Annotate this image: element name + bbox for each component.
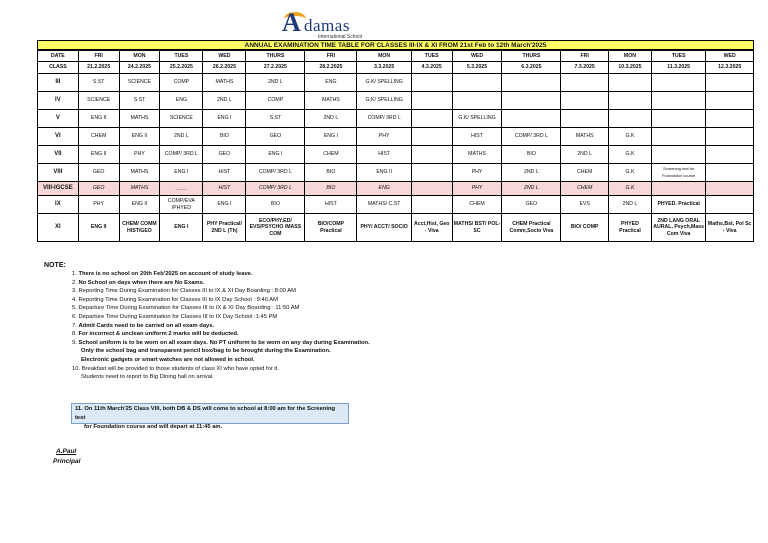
header-days-row-cell: MON	[119, 51, 160, 62]
subject-cell: PHYED. Practical	[651, 196, 705, 214]
subject-cell: 2ND L	[608, 196, 651, 214]
header-days-row-cell: THURS	[502, 51, 561, 62]
subject-cell: PHY	[357, 128, 411, 146]
subject-cell: HIST	[357, 146, 411, 164]
subject-cell: COMP/ 3RD L	[502, 128, 561, 146]
note-item	[72, 365, 632, 374]
subject-cell: ENG I	[246, 146, 305, 164]
class-label: VI	[38, 128, 79, 146]
subject-cell: ENG I	[203, 196, 246, 214]
subject-cell: HIST	[203, 182, 246, 196]
subject-cell	[411, 164, 452, 182]
subject-cell: Acct,Hist, Geo - Viva	[411, 214, 452, 242]
subject-cell: BIO	[246, 196, 305, 214]
subject-cell: PHY	[78, 196, 119, 214]
note-number: 5.	[72, 305, 77, 312]
subject-cell: 2ND L	[502, 182, 561, 196]
note-item	[72, 330, 632, 339]
header-days-row-cell: FRI	[78, 51, 119, 62]
subject-cell	[706, 110, 754, 128]
note-text: No School on days when there are No Exams.	[78, 279, 205, 286]
subject-cell	[651, 146, 705, 164]
subject-cell: MATHS	[119, 110, 160, 128]
header-dates-row-cell: 3.3.2025	[357, 62, 411, 74]
subject-cell: MATHS/ C.ST	[357, 196, 411, 214]
subject-cell	[706, 92, 754, 110]
note-number: 3.	[72, 288, 77, 295]
subject-cell: PHY/ ACCT/ SOCIO	[357, 214, 411, 242]
note-text: Breakfast will be provided to those students of class XI who have opted for it.	[81, 365, 279, 372]
subject-cell: BIO	[502, 146, 561, 164]
class-label: VIII-IGCSE	[38, 182, 79, 196]
note-text: School uniform is to be worn on all exam days. No PT uniform to be worn on any day during Examination.	[78, 339, 370, 346]
note-text: There is no school on 20th Feb'2025 on account of study leave.	[78, 271, 253, 277]
table-row	[38, 74, 754, 92]
table-row	[38, 182, 754, 196]
principal-title: Principal	[53, 458, 81, 465]
subject-cell: ENG I	[160, 164, 203, 182]
note-item	[72, 356, 632, 365]
subject-cell: PHY	[452, 164, 502, 182]
subject-cell	[411, 110, 452, 128]
header-dates-row-cell: 11.3.2025	[651, 62, 705, 74]
note-item	[72, 339, 632, 348]
subject-cell: CHEM	[78, 128, 119, 146]
subject-cell: PHYED Practical	[608, 214, 651, 242]
subject-cell: 2ND L	[160, 128, 203, 146]
table-row	[38, 196, 754, 214]
subject-cell: SCIENCE	[119, 74, 160, 92]
subject-cell: S.ST	[119, 92, 160, 110]
subject-cell	[608, 92, 651, 110]
subject-cell	[411, 182, 452, 196]
subject-cell: COMP/ 3RD L	[357, 110, 411, 128]
table-row	[38, 110, 754, 128]
note-item	[72, 373, 632, 382]
subject-cell: G.K/ SPELLING	[357, 74, 411, 92]
subject-cell: MATHS	[119, 164, 160, 182]
subject-cell: ENG	[305, 74, 357, 92]
header-dates-row-cell: 27.2.2025	[246, 62, 305, 74]
subject-cell	[706, 74, 754, 92]
header-days-row-cell: TUES	[411, 51, 452, 62]
subject-cell: Screening test for Foundation course	[651, 164, 705, 182]
subject-cell: 2ND L	[246, 74, 305, 92]
subject-cell: HIST	[305, 196, 357, 214]
subject-cell: CHEM	[561, 182, 609, 196]
subject-cell: GEO	[78, 182, 119, 196]
note-item	[72, 287, 632, 296]
notes-list	[72, 270, 632, 382]
subject-cell: ENG II	[357, 164, 411, 182]
class-label: XI	[38, 214, 79, 242]
note-text: Departure Time During Examination for Classes III to IX Day School :1:45 PM	[78, 313, 278, 320]
subject-cell	[651, 92, 705, 110]
subject-cell: CHEM Practical Comm,Socio Viva	[502, 214, 561, 242]
timetable	[37, 50, 754, 242]
header-dates-row-cell: 24.2.2025	[119, 62, 160, 74]
subject-cell: MATHS	[305, 92, 357, 110]
subject-cell	[502, 110, 561, 128]
subject-cell: G.K	[608, 164, 651, 182]
timetable-title: ANNUAL EXAMINATION TIME TABLE FOR CLASSES III-IX & XI FROM 21st Feb to 12th March'2025	[37, 40, 754, 50]
subject-cell: GEO	[78, 164, 119, 182]
subject-cell	[706, 128, 754, 146]
subject-cell: GEO	[502, 196, 561, 214]
note-text: For incorrect & unclean uniform 2 marks will be deducted.	[78, 331, 239, 338]
header-dates-row	[38, 62, 754, 74]
note-11-line2: for Foundation course and will depart at 11:45 am.	[84, 424, 223, 430]
subject-cell: G.K	[608, 182, 651, 196]
subject-cell	[706, 146, 754, 164]
subject-cell: SCIENCE	[160, 110, 203, 128]
table-row	[38, 92, 754, 110]
subject-cell: COMP	[246, 92, 305, 110]
note-item	[72, 347, 632, 356]
note-text: Departure Time During Examination for Classes III to IX & XI Day Boarding : 11:50 AM	[78, 305, 300, 312]
header-dates-row-cell: 21.2.2025	[78, 62, 119, 74]
subject-cell: ENG I	[160, 214, 203, 242]
subject-cell	[452, 74, 502, 92]
signature-block	[53, 447, 80, 467]
subject-cell	[651, 128, 705, 146]
subject-cell	[502, 92, 561, 110]
subject-cell: MATHS	[452, 146, 502, 164]
header-days-row-cell: TUES	[651, 51, 705, 62]
table-row	[38, 214, 754, 242]
note-text: Reporting Time During Examination for Classes III to IX Day School : 9:40 AM	[78, 296, 278, 303]
subject-cell: ENG I	[203, 110, 246, 128]
subject-cell	[411, 146, 452, 164]
class-label: III	[38, 74, 79, 92]
table-row	[38, 146, 754, 164]
note-text: Admit Cards need to be carried on all exam days.	[78, 322, 215, 329]
notes-title: NOTE:	[44, 262, 66, 269]
subject-cell: 2ND L	[561, 146, 609, 164]
subject-cell: S.ST	[246, 110, 305, 128]
note-number: 1.	[72, 271, 77, 277]
subject-cell: COMP/EVA /PHYED	[160, 196, 203, 214]
subject-cell: PHY	[119, 146, 160, 164]
note-text: Students need to report to Big Dining hall on arrival.	[81, 374, 214, 381]
subject-cell: COMP/ 3RD L	[246, 164, 305, 182]
note-11-line1: 11. On 11th March'25 Class VIII, both DB & DS will come to school at 8:00 am for the Screening test	[75, 406, 336, 421]
subject-cell	[411, 128, 452, 146]
header-dates-row-cell: 26.2.2025	[203, 62, 246, 74]
subject-cell: CHEM/ COMM HIST/GEO	[119, 214, 160, 242]
header-dates-row-cell: 28.2.2025	[305, 62, 357, 74]
subject-cell: ENG II	[78, 214, 119, 242]
header-dates-row-cell: 6.3.2025	[502, 62, 561, 74]
subject-cell: ENG II	[78, 146, 119, 164]
subject-cell	[706, 164, 754, 182]
note-item	[72, 313, 632, 322]
note-item	[72, 322, 632, 331]
school-logo	[282, 10, 392, 40]
header-dates-row-cell: 4.3.2025	[411, 62, 452, 74]
header-days-row-cell: MON	[608, 51, 651, 62]
subject-cell: PHY	[452, 182, 502, 196]
subject-cell: ECO/PHY.ED/ EVS/PSYCHO /MASS COM	[246, 214, 305, 242]
subject-cell: BIO/ COMP	[561, 214, 609, 242]
subject-cell: 2ND L	[305, 110, 357, 128]
subject-cell: Maths,Bst, Pol Sc - Viva	[706, 214, 754, 242]
header-days-row-cell: FRI	[305, 51, 357, 62]
note-text: Only the school bag and transparent pencil box/bag to be brought during the Examination.	[81, 348, 331, 355]
subject-cell	[411, 92, 452, 110]
subject-cell: CHEM	[452, 196, 502, 214]
header-dates-row-cell: 25.2.2025	[160, 62, 203, 74]
subject-cell: SCIENCE	[78, 92, 119, 110]
note-number: 6.	[72, 313, 77, 320]
subject-cell	[561, 92, 609, 110]
subject-cell: HIST	[452, 128, 502, 146]
note-item	[72, 270, 632, 279]
subject-cell: CHEM	[305, 146, 357, 164]
subject-cell: COMP/ 3RD L	[160, 146, 203, 164]
subject-cell: MATHS/ BST/ POL-SC	[452, 214, 502, 242]
header-days-row-cell: DATE	[38, 51, 79, 62]
subject-cell: G.K/ SPELLING	[357, 92, 411, 110]
subject-cell	[608, 110, 651, 128]
subject-cell: GEO	[203, 146, 246, 164]
logo-subtitle: International School	[318, 34, 363, 40]
header-days-row-cell: WED	[452, 51, 502, 62]
class-label: IX	[38, 196, 79, 214]
subject-cell: G.K/ SPELLING	[452, 110, 502, 128]
header-dates-row-cell: 12.3.2025	[706, 62, 754, 74]
note-item	[72, 279, 632, 288]
subject-cell	[651, 110, 705, 128]
note-number: 2.	[72, 279, 77, 286]
subject-cell: BIO	[305, 164, 357, 182]
subject-cell: 2ND L	[203, 92, 246, 110]
header-days-row-cell: THURS	[246, 51, 305, 62]
subject-cell: ENG	[357, 182, 411, 196]
subject-cell: 2ND L	[502, 164, 561, 182]
class-label: IV	[38, 92, 79, 110]
note-number: 4.	[72, 296, 77, 303]
subject-cell: MATHS	[203, 74, 246, 92]
subject-cell: COMP/ 3RD L	[246, 182, 305, 196]
subject-cell: ____	[160, 182, 203, 196]
subject-cell	[561, 110, 609, 128]
note-number: 10.	[72, 365, 81, 372]
table-row	[38, 164, 754, 182]
header-dates-row-cell: 5.3.2025	[452, 62, 502, 74]
subject-cell: ENG	[160, 92, 203, 110]
note-text: Reporting Time During Examination for Classes III to IX & XI Day Boarding : 8:00 AM	[78, 288, 296, 295]
subject-cell	[452, 92, 502, 110]
header-days-row-cell: WED	[706, 51, 754, 62]
subject-cell	[706, 182, 754, 196]
note-11-highlight	[71, 403, 349, 430]
note-number: 8.	[72, 331, 77, 338]
subject-cell	[411, 196, 452, 214]
subject-cell: ENG I	[305, 128, 357, 146]
header-dates-row-cell: 7.3.2025	[561, 62, 609, 74]
subject-cell	[651, 74, 705, 92]
subject-cell	[502, 74, 561, 92]
header-dates-row-cell: 10.3.2025	[608, 62, 651, 74]
subject-cell: EVS	[561, 196, 609, 214]
subject-cell: MATHS	[119, 182, 160, 196]
header-days-row-cell: TUES	[160, 51, 203, 62]
subject-cell	[651, 182, 705, 196]
header-dates-row-cell: CLASS	[38, 62, 79, 74]
table-row	[38, 128, 754, 146]
subject-cell: BIO/COMP Practical	[305, 214, 357, 242]
class-label: VIII	[38, 164, 79, 182]
subject-cell: 2ND LANG ORAL AURAL, Psych,Mass Com Viva	[651, 214, 705, 242]
subject-cell: HIST	[203, 164, 246, 182]
note-item	[72, 304, 632, 313]
subject-cell: S.ST	[78, 74, 119, 92]
note-text: Electronic gadgets or smart watches are not allowed in school.	[81, 356, 255, 363]
subject-cell: GEO	[246, 128, 305, 146]
subject-cell: ENG II	[119, 128, 160, 146]
note-number: 7.	[72, 322, 77, 329]
subject-cell: G.K	[608, 146, 651, 164]
subject-cell	[561, 74, 609, 92]
header-days-row-cell: WED	[203, 51, 246, 62]
subject-cell: BIO	[203, 128, 246, 146]
header-days-row-cell: MON	[357, 51, 411, 62]
logo-word: damas	[304, 16, 350, 35]
subject-cell: CHEM	[561, 164, 609, 182]
subject-cell: COMP	[160, 74, 203, 92]
subject-cell: ENG II	[119, 196, 160, 214]
note-item	[72, 296, 632, 305]
class-label: V	[38, 110, 79, 128]
subject-cell: MATHS	[561, 128, 609, 146]
logo-letter: A	[282, 8, 301, 37]
subject-cell: G.K	[608, 128, 651, 146]
header-days-row-cell: FRI	[561, 51, 609, 62]
header-days-row	[38, 51, 754, 62]
subject-cell: PHY Practical/ 2ND L (Th)	[203, 214, 246, 242]
subject-cell	[706, 196, 754, 214]
note-number: 9.	[72, 339, 77, 346]
subject-cell: ENG II	[78, 110, 119, 128]
subject-cell	[411, 74, 452, 92]
class-label: VII	[38, 146, 79, 164]
subject-cell	[608, 74, 651, 92]
subject-cell: BIO	[305, 182, 357, 196]
principal-name: A.Paul	[56, 448, 77, 455]
